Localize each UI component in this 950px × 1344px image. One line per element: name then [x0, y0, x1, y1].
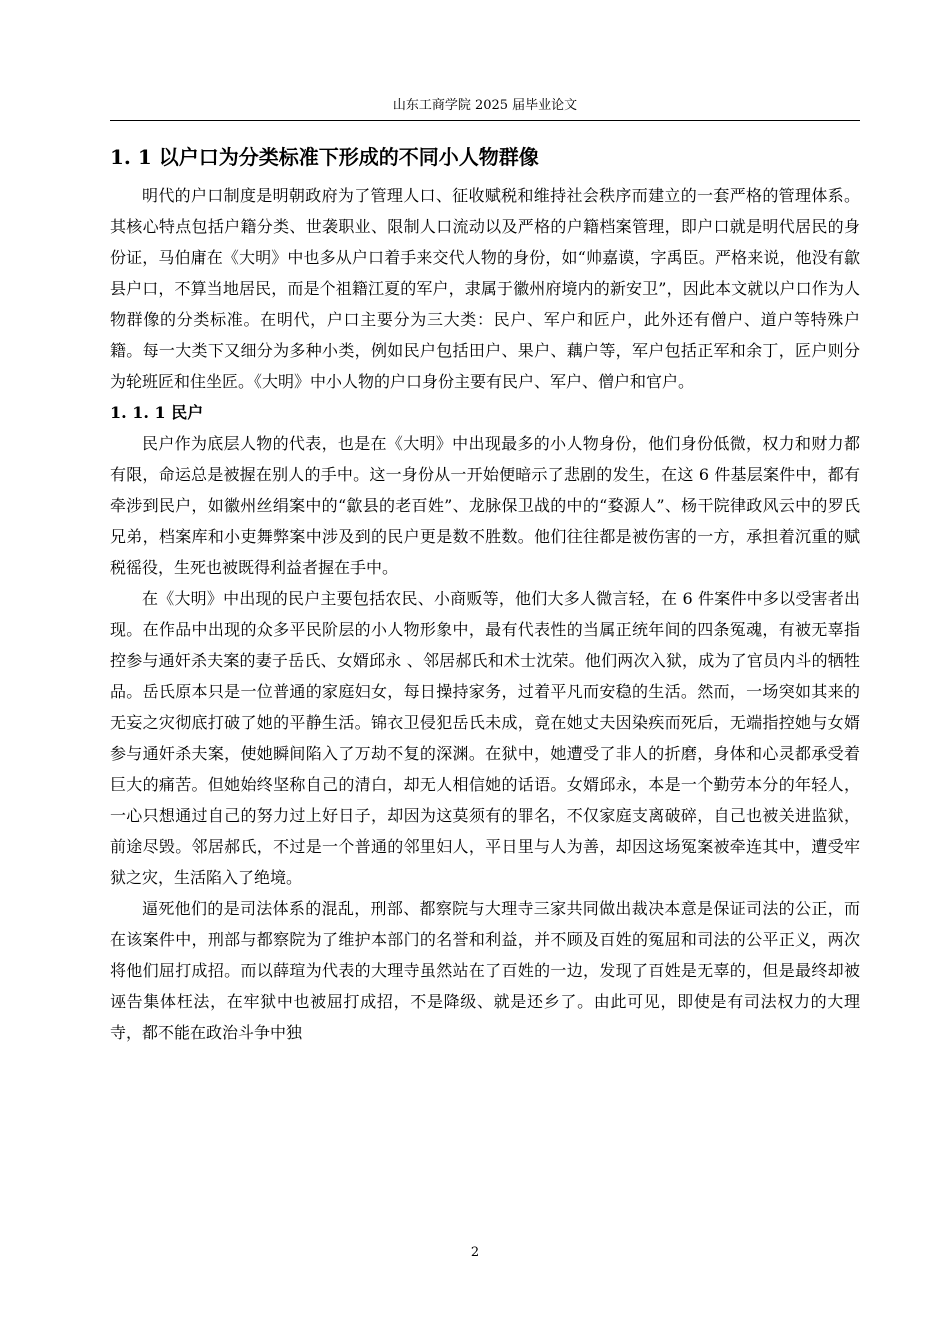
- subsection-title: 1. 1. 1 民户: [110, 403, 204, 422]
- body-paragraph: 在《大明》中出现的民户主要包括农民、小商贩等，他们大多人微言轻，在 6 件案件中多以受害者出现。在作品中出现的众多平民阶层的小人物形象中，最有代表性的当属正统年间的四条冤魂，有被无辜指控参与通奸杀夫案的妻子岳氏、女婿邱永 、邻居郝氏和术士沈荣。他们两次入狱，成为了官员内斗的牺牲品。岳氏原本只是一位普通的家庭妇女，每日操持家务，过着平凡而安稳的生活。然而，一场突如其来的无妄之灾彻底打破了她的平静生活。锦衣卫侵犯岳氏未成，竟在她丈夫因染疾而死后，无端指控她与女婿参与通奸杀夫案，使她瞬间陷入了万劫不复的深渊。在狱中，她遭受了非人的折磨，身体和心灵都承受着巨大的痛苦。但她始终坚称自己的清白，却无人相信她的话语。女婿邱永，本是一个勤劳本分的年轻人，一心只想通过自己的努力过上好日子，却因为这莫须有的罪名，不仅家庭支离破碎，自己也被关进监狱，前途尽毁。邻居郝氏，不过是一个普通的邻里妇人，平日里与人为善，却因这场冤案被牵连其中，遭受牢狱之灾，生活陷入了绝境。: [110, 589, 860, 887]
- body-content: [110, 180, 860, 1048]
- page-number: 2: [470, 1245, 480, 1260]
- intro-paragraph: 明代的户口制度是明朝政府为了管理人口、征收赋税和维持社会秩序而建立的一套严格的管理体系。其核心特点包括户籍分类、世袭职业、限制人口流动以及严格的户籍档案管理，即户口就是明代居民的身份证，马伯庸在《大明》中也多从户口着手来交代人物的身份，如“帅嘉谟，字禹臣。严格来说，他没有歙县户口，不算当地居民，而是个祖籍江夏的军户，隶属于徽州府境内的新安卫”，因此本文就以户口作为人物群像的分类标准。在明代，户口主要分为三大类：民户、军户和匠户，此外还有僧户、道户等特殊户籍。每一大类下又细分为多种小类，例如民户包括田户、果户、藕户等，军户包括正军和余丁，匠户则分为轮班匠和住坐匠。《大明》中小人物的户口身份主要有民户、军户、僧户和官户。: [110, 186, 860, 391]
- body-paragraph: 民户作为底层人物的代表，也是在《大明》中出现最多的小人物身份，他们身份低微，权力和财力都有限，命运总是被握在别人的手中。这一身份从一开始便暗示了悲剧的发生，在这 6 件基层案件中，都有牵涉到民户，如徽州丝绢案中的“歙县的老百姓”、龙脉保卫战的中的“婺源人”、杨干院律政风云中的罗氏兄弟，档案库和小吏舞弊案中涉及到的民户更是数不胜数。他们往往都是被伤害的一方，承担着沉重的赋税徭役，生死也被既得利益者握在手中。: [110, 434, 860, 577]
- section-title: 1. 1 以户口为分类标准下形成的不同小人物群像: [110, 145, 539, 169]
- page-header: [110, 96, 860, 121]
- header-text: 山东工商学院 2025 届毕业论文: [392, 98, 578, 113]
- body-paragraph: 逼死他们的是司法体系的混乱，刑部、都察院与大理寺三家共同做出裁决本意是保证司法的公正，而在该案件中，刑部与都察院为了维护本部门的名誉和利益，并不顾及百姓的冤屈和司法的公平正义，两次将他们屈打成招。而以薛瑄为代表的大理寺虽然站在了百姓的一边，发现了百姓是无辜的，但是最终却被诬告集体枉法，在牢狱中也被屈打成招，不是降级、就是还乡了。由此可见，即使是有司法权力的大理寺，都不能在政治斗争中独: [110, 899, 860, 1042]
